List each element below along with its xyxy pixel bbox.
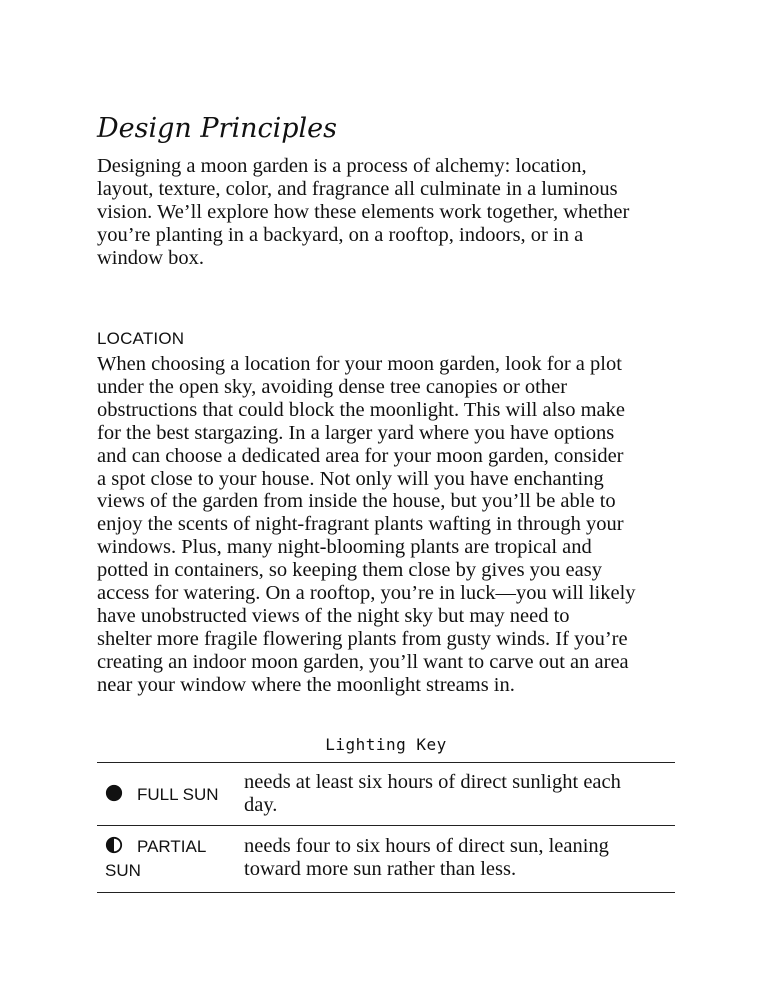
intro-line: Designing a moon garden is a process of alchemy: location,	[97, 155, 587, 177]
lighting-key-title: Lighting Key	[325, 735, 447, 754]
intro-line: window box.	[97, 246, 205, 269]
location-paragraph	[97, 353, 677, 697]
body-line: windows. Plus, many night-blooming plants are tropical and	[97, 536, 592, 559]
body-line: have unobstructed views of the night sky but may need to	[97, 604, 570, 627]
body-line: a spot close to your house. Not only will you have enchanting	[97, 467, 604, 490]
page-title: Design Principles	[97, 113, 337, 144]
body-line: shelter more fragile flowering plants from gusty winds. If you’re	[97, 627, 628, 650]
full-sun-label: FULL SUN	[137, 785, 219, 804]
body-line: access for watering. On a rooftop, you’re in luck—you will likely	[97, 582, 636, 605]
section-heading: LOCATION	[97, 329, 185, 348]
intro-line: you’re planting in a backyard, on a rooftop, indoors, or in a	[97, 223, 584, 246]
lighting-key-label	[105, 835, 240, 883]
lighting-key-row-full-sun	[97, 763, 675, 826]
body-line: under the open sky, avoiding dense tree canopies or other	[97, 375, 568, 398]
lighting-key-label	[105, 783, 219, 807]
lighting-key-row-partial-sun	[97, 826, 675, 893]
body-line: obstructions that could block the moonlight. This will also make	[97, 398, 626, 421]
lighting-key-description	[244, 835, 674, 880]
body-line: enjoy the scents of night-fragrant plants wafting in through your	[97, 513, 624, 536]
intro-paragraph	[97, 155, 677, 270]
full-sun-icon	[105, 784, 123, 802]
lighting-key-description	[244, 771, 674, 816]
desc-line: needs at least six hours of direct sunlight each	[244, 771, 621, 793]
intro-line: vision. We’ll explore how these elements work together, whether	[97, 200, 630, 223]
body-line: creating an indoor moon garden, you’ll want to carve out an area	[97, 650, 629, 673]
body-line: for the best stargazing. In a larger yard where you have options	[97, 421, 615, 444]
lighting-key-table	[97, 762, 675, 893]
partial-sun-icon	[105, 836, 123, 854]
body-line: near your window where the moonlight streams in.	[97, 673, 515, 696]
desc-line: needs four to six hours of direct sun, leaning	[244, 835, 609, 857]
body-line: When choosing a location for your moon garden, look for a plot	[97, 353, 622, 375]
body-line: and can choose a dedicated area for your moon garden, consider	[97, 444, 624, 467]
desc-line: toward more sun rather than less.	[244, 857, 517, 880]
body-line: potted in containers, so keeping them close by gives you easy	[97, 559, 602, 582]
body-line: views of the garden from inside the house, but you’ll be able to	[97, 490, 616, 513]
desc-line: day.	[244, 793, 278, 816]
intro-line: layout, texture, color, and fragrance all culminate in a luminous	[97, 177, 618, 200]
partial-sun-label: PARTIAL SUN	[105, 837, 206, 880]
